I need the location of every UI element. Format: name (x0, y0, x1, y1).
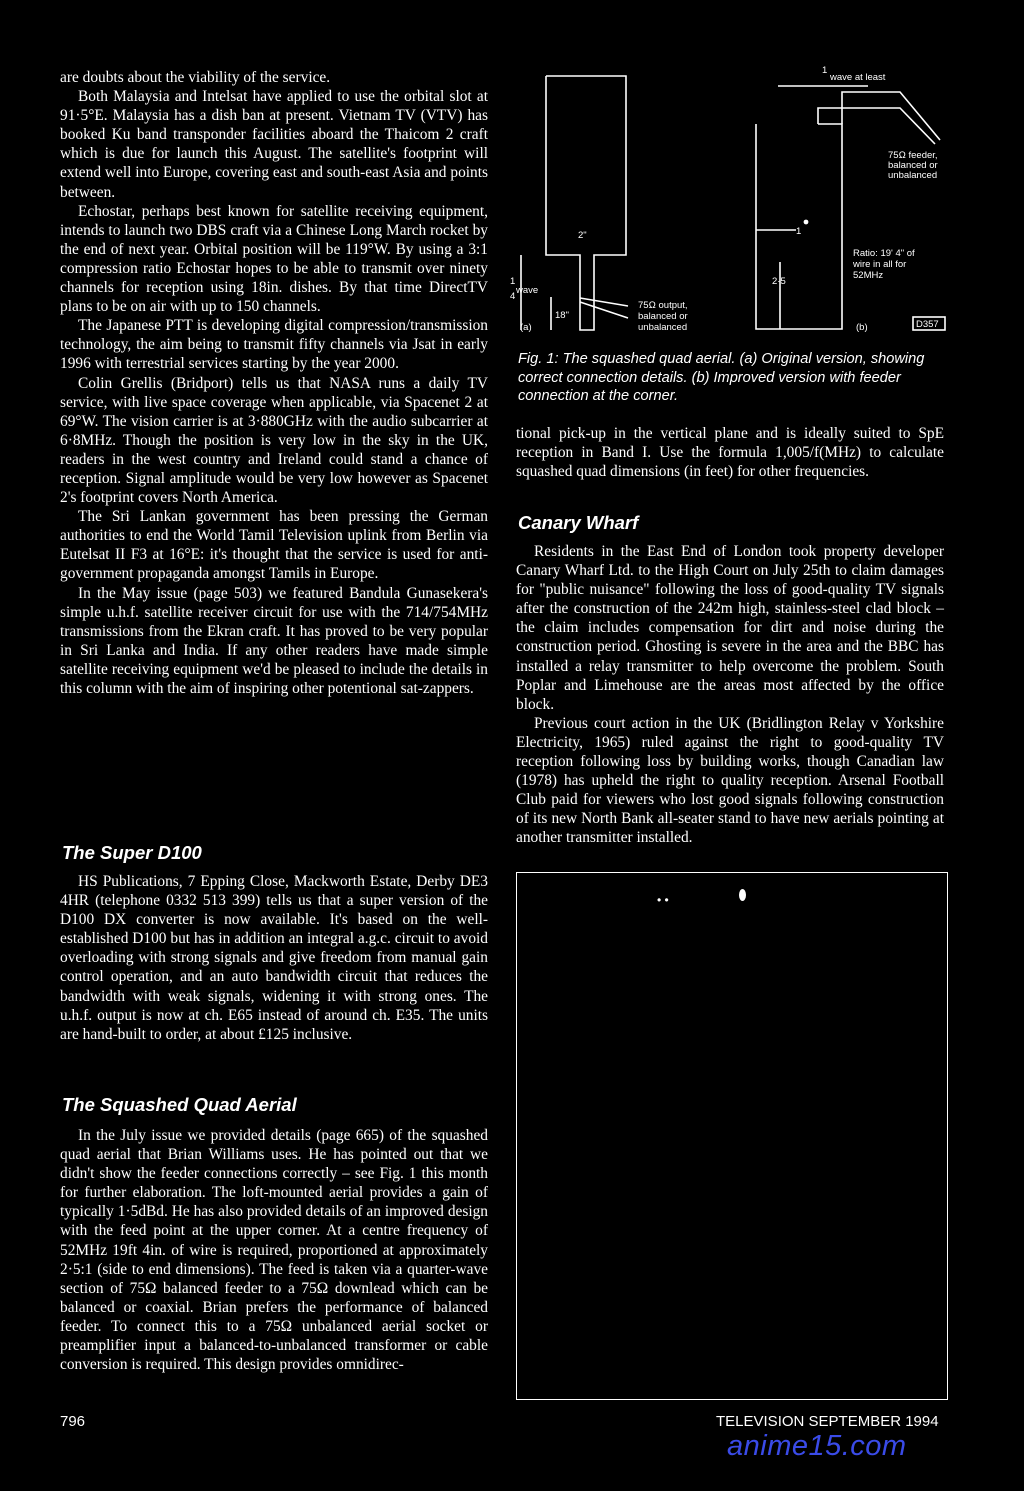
label-two-five: 2·5 (772, 276, 786, 287)
body-paragraph: In the May issue (page 503) we featured Bandula Gunasekera's simple u.h.f. satellite receiver circuit for use with the 714/754MHz transmissions from the Ekran craft. It has proved to be very popular in Sri Lanka and India. If any other readers have made simple satellite receiving equipment we'd be pleased to include the details in this column with the aim of inspiring other potentional sat-zappers. (60, 584, 488, 697)
label-one: 1 (796, 226, 802, 237)
squashed-quad-figure (510, 62, 954, 347)
label-wave-at-least: wave at least (830, 72, 886, 83)
body-paragraph: Colin Grellis (Bridport) tells us that NASA runs a daily TV service, with live space coverage when applicable, via Spacenet 2 at 69°W. The vision carrier is at 3·880GHz with the audio subcarrier at 6·8MHz. Though the position is very low in the sky in the UK, readers in the west country and Ireland could stand a chance of reception. Signal amplitude would be very low however as Spacenet 2's footprint covers North America. (60, 374, 488, 507)
body-paragraph: The Japanese PTT is developing digital compression/transmission technology, the aim being to transmit fifty channels via Jsat in early 1996 with terrestrial services starting by the year 2000. (60, 317, 488, 373)
label-feeder-2: balanced or (888, 160, 938, 171)
label-quarter-wave-den: 4 (510, 291, 516, 302)
page-number: 796 (60, 1413, 86, 1430)
body-paragraph: In the July issue we provided details (page 665) of the squashed quad aerial that Brian Williams uses. He has pointed out that we didn't show the feeder connections correctly – see Fig. 1 this month for further elaboration. The loft-mounted aerial provides a gain of typically 1·5dBd. He has also provided details of an improved design with the feed point at the upper corner. At a centre frequency of 52MHz 19ft 4in. of wire is required, proportioned at approximately 2·5:1 (side to end dimensions). The feed is taken via a quarter-wave section of 75Ω balanced feeder to a 75Ω downlead which can be balanced or coaxial. Brian prefers the performance of balanced feeder. To connect this to a 75Ω unbalanced aerial socket or preamplifier input a balanced-to-unbalanced transformer or cable conversion is required. This design provides omnidirec- (60, 1127, 488, 1374)
label-feeder-3: unbalanced (888, 170, 938, 181)
label-output-2: balanced or (638, 311, 688, 322)
body-paragraph: Both Malaysia and Intelsat have applied to use the orbital slot at 91·5°E. Malaysia has a dish ban at present. Vietnam TV (VTV) has booked Ku band transponder facilities aboard the Thaicom 2 craft which is due for launch this August. The satellite's footprint will extend well into Europe, covering east and south-east Asia and points between. (60, 88, 488, 201)
label-feeder-1: 75Ω feeder, (888, 150, 938, 161)
right-column-continuation (516, 424, 944, 481)
body-paragraph: The Sri Lankan government has been pressing the German authorities to end the World Tamil Television uplink from Berlin via Eutelsat II F3 at 16°E: it's thought that the service is used for anti-government propaganda amongst Tamils in Europe. (60, 508, 488, 583)
label-quarter-wave: wave (516, 285, 539, 296)
speck-dot (739, 889, 746, 901)
label-two-inch: 2" (578, 230, 587, 241)
body-paragraph: tional pick-up in the vertical plane and is ideally suited to SpE reception in Band I. Use the formula 1,005/f(MHz) to calculate squashed quad dimensions (in feet) for other frequencies. (516, 425, 944, 481)
label-ratio-1: Ratio: 19' 4" of (853, 248, 915, 259)
label-quarter-num-b: 1 (822, 65, 828, 76)
super-d100-section (60, 872, 488, 1044)
figure-caption: Fig. 1: The squashed quad aerial. (a) Original version, showing correct connection details. (b) Improved version with feeder connection at the corner. (518, 351, 925, 405)
body-paragraph: Echostar, perhaps best known for satellite receiving equipment, intends to launch two DBS craft via a Chinese Long March rocket by the end of next year. Orbital position will be 119°W. By using a 3:1 compression ratio Echostar hopes to be able to transmit over ninety channels for reception using 18in. dishes. By that time DirectTV plans to be on air with up to 150 channels. (60, 202, 488, 316)
label-eighteen-inch: 18" (555, 310, 569, 321)
label-output-3: unbalanced (638, 322, 688, 333)
heading-super-d100: The Super D100 (62, 842, 202, 863)
body-paragraph: Previous court action in the UK (Bridlington Relay v Yorkshire Electricity, 1965) ruled against the right to good-quality TV reception following loss by building works, though Canadian law (1978) has upheld the right to quality reception. Arsenal Football Club paid for viewers who lost good signals following construction of its new North Bank all-seater stand to have new aerials pointing at another transmitter installed. (516, 714, 944, 847)
label-ratio-2: wire in all for (853, 259, 907, 270)
heading-squashed-quad: The Squashed Quad Aerial (62, 1094, 297, 1115)
label-figure-code: D357 (916, 319, 939, 330)
label-ratio-3: 52MHz (853, 270, 884, 281)
image-placeholder-box (516, 872, 948, 1400)
label-a: (a) (520, 322, 532, 333)
watermark: anime15.com (727, 1430, 907, 1462)
figure-drawing (510, 62, 954, 347)
running-footer: TELEVISION SEPTEMBER 1994 (716, 1413, 939, 1430)
heading-canary-wharf: Canary Wharf (518, 512, 639, 533)
left-column (60, 68, 488, 698)
canary-wharf-section (516, 542, 944, 848)
body-paragraph: are doubts about the viability of the service. (60, 69, 331, 86)
label-b: (b) (856, 322, 868, 333)
label-output-1: 75Ω output, (638, 300, 688, 311)
body-paragraph: HS Publications, 7 Epping Close, Mackworth Estate, Derby DE3 4HR (telephone 0332 513 399) tells us that a super version of the D100 DX converter is now available. It's based on the well-established D100 but has in addition an integral a.g.c. circuit to avoid overloading with strong signals and give freedom from manual gain control operation, and an auto bandwidth circuit that reduces the bandwidth with weak signals, widening it with strong ones. The u.h.f. output is now at ch. E65 instead of around ch. E35. The units are hand-built to order, at about £125 inclusive. (60, 873, 488, 1043)
body-paragraph: Residents in the East End of London took property developer Canary Wharf Ltd. to the High Court on July 25th to claim damages for "public nuisance" following the loss of good-quality TV signals after the construction of the 242m high, stainless-steel clad block – the claim includes compensation for dirt and noise during the construction period. Ghosting is severe in the area and the BBC has installed a relay transmitter to help overcome the problem. South Poplar and Limehouse are the areas most affected by the office block. (516, 543, 944, 713)
label-quarter-wave-num: 1 (510, 276, 516, 287)
specks: • • (657, 893, 669, 907)
squashed-quad-section (60, 1126, 488, 1374)
